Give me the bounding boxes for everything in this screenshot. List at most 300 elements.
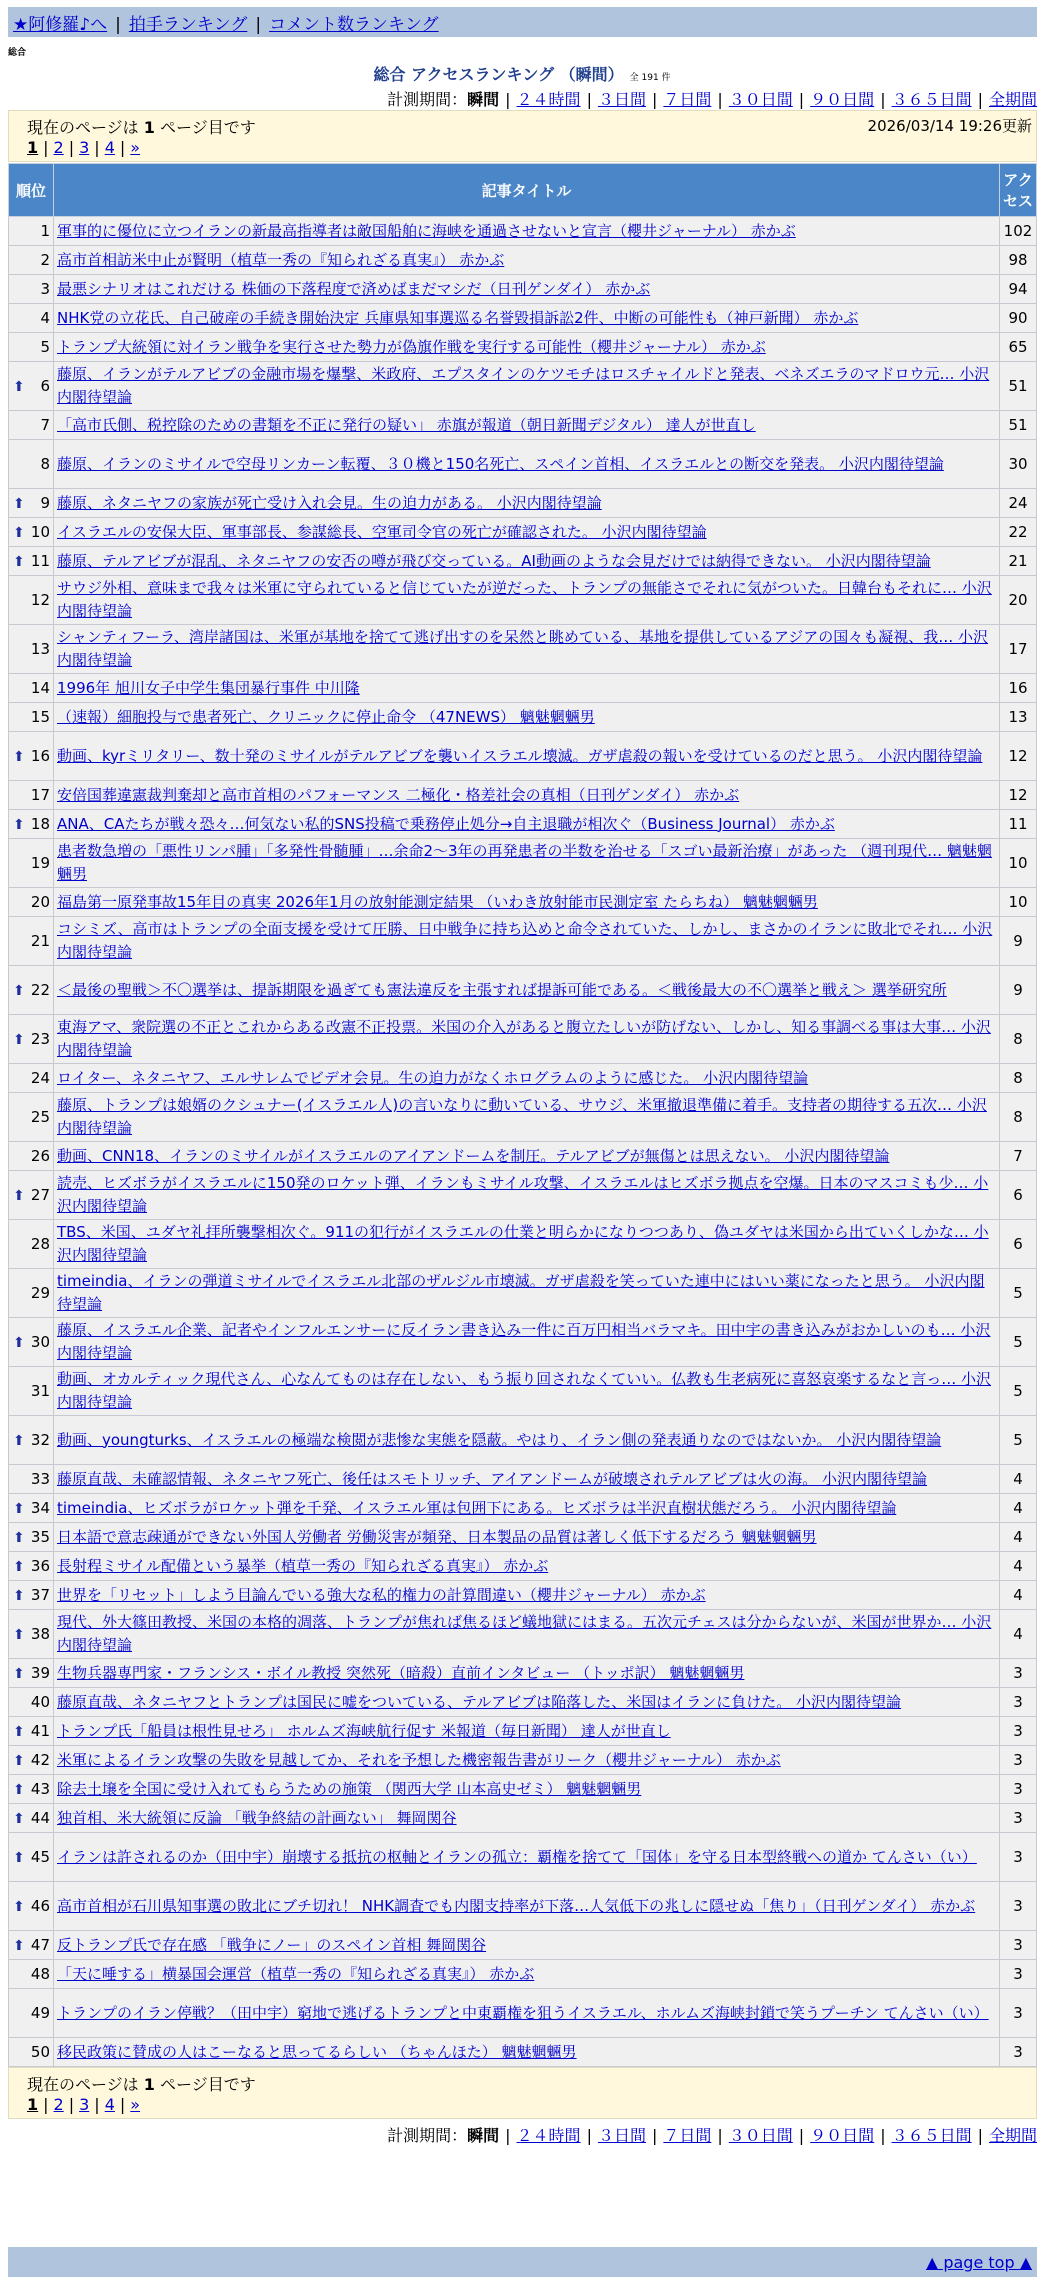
- page-separator: |: [94, 2095, 100, 2114]
- period-separator: |: [651, 2126, 658, 2145]
- page-numbers: [27, 2095, 140, 2114]
- rank-number: 21: [30, 931, 50, 950]
- rank-cell: [9, 304, 54, 333]
- article-link[interactable]: 1996年 旭川女子中学生集団暴行事件 中川隆: [57, 678, 360, 697]
- ranking-body: [9, 217, 1037, 2067]
- article-link[interactable]: 藤原、テルアビブが混乱、ネタニヤフの安否の噂が飛び交っている。AI動画のような会見だけでは納得できない。 小沢内閣待望論: [57, 551, 931, 570]
- article-link[interactable]: 東海アマ、衆院選の不正とこれからある改憲不正投票。米国の介入があると腹立たしいが防げない、しかし、知る事調べる事は大事… 小沢内閣待望論: [57, 1018, 991, 1059]
- rank-number: 48: [30, 1964, 50, 1983]
- rank-number: 4: [40, 308, 50, 327]
- article-link[interactable]: 藤原直哉、未確認情報、ネタニヤフ死亡、後任はスモトリッチ、アイアンドームが破壊されテルアビブは火の海。 小沢内閣待望論: [57, 1469, 927, 1488]
- table-row: [9, 1093, 1037, 1142]
- access-count: 22: [1000, 518, 1037, 547]
- table-row: [9, 1833, 1037, 1882]
- title-cell: [54, 625, 1000, 674]
- page-link-2[interactable]: 2: [53, 2095, 64, 2114]
- article-link[interactable]: 長射程ミサイル配備という暴挙（植草一秀の『知られざる真実』） 赤かぶ: [57, 1556, 549, 1575]
- article-link[interactable]: ＜最後の聖戦＞不〇選挙は、提訴期限を過ぎても憲法違反を主張すれば提訴可能である。＜戦後最大の不〇選挙と戦え＞ 選挙研究所: [57, 980, 947, 999]
- rank-cell: [9, 2038, 54, 2067]
- article-link[interactable]: 高市首相訪米中止が賢明（植草一秀の『知られざる真実』） 赤かぶ: [57, 250, 505, 269]
- table-row: [9, 674, 1037, 703]
- bottom-bar: [8, 2247, 1037, 2277]
- rank-up-arrow-icon: ⬆: [13, 554, 25, 570]
- rank-number: 32: [30, 1430, 50, 1449]
- access-count: 3: [1000, 1746, 1037, 1775]
- pager-top: [8, 110, 1037, 162]
- rank-cell: [9, 246, 54, 275]
- access-count: 98: [1000, 246, 1037, 275]
- rank-cell: [9, 1581, 54, 1610]
- rank-number: 19: [30, 853, 50, 872]
- title-cell: [54, 547, 1000, 576]
- access-count: 51: [1000, 362, 1037, 411]
- table-row: [9, 1804, 1037, 1833]
- period-selector-top: [387, 87, 1037, 110]
- rank-cell: [9, 275, 54, 304]
- page-link-3[interactable]: 3: [79, 138, 90, 157]
- period-link-5[interactable]: ３６５日間: [891, 2126, 972, 2145]
- article-link[interactable]: 読売、ヒズボラがイスラエルに150発のロケット弾、イランもミサイル攻撃、イスラエルはヒズボラ拠点を空爆。日本のマスコミも少… 小沢内閣待望論: [57, 1174, 989, 1215]
- rank-cell: [9, 966, 54, 1015]
- ranking-title: 総合 アクセスランキング （瞬間）: [373, 65, 624, 84]
- rank-up-arrow-icon: ⬆: [13, 1501, 25, 1517]
- rank-cell: [9, 703, 54, 732]
- period-links: [499, 2126, 1037, 2145]
- period-separator: |: [717, 90, 723, 109]
- page-separator: |: [119, 138, 126, 157]
- period-label: 計測期間：: [387, 2126, 468, 2145]
- period-link-0[interactable]: ２４時間: [516, 2126, 581, 2145]
- period-separator: |: [651, 90, 658, 109]
- access-count: 90: [1000, 304, 1037, 333]
- table-row: [9, 732, 1037, 781]
- table-row: [9, 1015, 1037, 1064]
- article-link[interactable]: 最悪シナリオはこれだける 株価の下落程度で済めばまだマシだ（日刊ゲンダイ） 赤かぶ: [57, 279, 651, 298]
- title-cell: [54, 1581, 1000, 1610]
- rank-cell: [9, 917, 54, 966]
- period-label: 計測期間：: [387, 90, 468, 109]
- rank-number: 3: [40, 279, 50, 298]
- rank-up-arrow-icon: ⬆: [13, 1753, 25, 1769]
- table-row: [9, 1552, 1037, 1581]
- rank-up-arrow-icon: ⬆: [13, 1559, 25, 1575]
- rank-cell: [9, 1220, 54, 1269]
- table-row: [9, 576, 1037, 625]
- table-row: [9, 362, 1037, 411]
- table-row: [9, 1688, 1037, 1717]
- title-cell: [54, 576, 1000, 625]
- rank-cell: [9, 674, 54, 703]
- access-count: 8: [1000, 1015, 1037, 1064]
- table-row: [9, 1581, 1037, 1610]
- title-cell: [54, 304, 1000, 333]
- col-header-access: アクセス: [1000, 164, 1037, 217]
- category-label: 総合: [8, 48, 27, 58]
- title-cell: [54, 781, 1000, 810]
- title-cell: [54, 275, 1000, 304]
- rank-cell: [9, 1367, 54, 1416]
- article-link[interactable]: 藤原直哉、ネタニヤフとトランプは国民に嘘をついている、テルアビブは陥落した、米国はイランに負けた。 小沢内閣待望論: [57, 1692, 902, 1711]
- article-link[interactable]: 高市首相が石川県知事選の敗北にブチ切れ！ NHK調査でも内閣支持率が下落…人気低下の兆しに隠せぬ「焦り」（日刊ゲンダイ） 赤かぶ: [57, 1896, 976, 1915]
- period-link-2[interactable]: ７日間: [663, 2126, 712, 2145]
- page-status-pre: 現在のページは: [27, 2075, 144, 2094]
- access-count: 3: [1000, 2038, 1037, 2067]
- article-link[interactable]: TBS、米国、ユダヤ礼拝所襲撃相次ぐ。911の犯行がイスラエルの仕業と明らかになりつつあり、偽ユダヤは米国から出ていくしかな… 小沢内閣待望論: [57, 1223, 989, 1264]
- comment-ranking-link[interactable]: コメント数ランキング: [269, 15, 439, 35]
- page-top-link[interactable]: ▲ page top ▲: [925, 2253, 1032, 2272]
- table-row: [9, 1960, 1037, 1989]
- article-link[interactable]: 動画、kyrミリタリー、数十発のミサイルがテルアビブを襲いイスラエル壊滅。ガザ虐殺の報いを受けているのだと思う。 小沢内閣待望論: [57, 746, 983, 765]
- page-link-2[interactable]: 2: [53, 138, 64, 157]
- title-cell: [54, 217, 1000, 246]
- access-count: 8: [1000, 1064, 1037, 1093]
- period-current: 瞬間: [467, 2126, 500, 2145]
- rank-cell: [9, 576, 54, 625]
- page-link-4[interactable]: 4: [104, 138, 115, 157]
- title-cell: [54, 489, 1000, 518]
- rank-up-arrow-icon: ⬆: [13, 983, 25, 999]
- rank-number: 50: [30, 2042, 50, 2061]
- article-link[interactable]: サウジ外相、意味まで我々は米軍に守られていると信じていたが逆だった、トランプの無能さでそれに気がついた。日韓台もそれに… 小沢内閣待望論: [57, 579, 992, 620]
- article-link[interactable]: トランプのイラン停戦？（田中宇）窮地で逃げるトランプと中東覇権を狙うイスラエル、ホルムズ海峡封鎖で笑うプーチン てんさい（い）: [57, 2003, 989, 2022]
- rank-cell: [9, 1318, 54, 1367]
- rank-cell: [9, 217, 54, 246]
- rank-number: 49: [30, 2003, 50, 2022]
- rank-number: 23: [30, 1029, 50, 1048]
- table-row: [9, 1269, 1037, 1318]
- table-row: [9, 1318, 1037, 1367]
- access-count: 12: [1000, 732, 1037, 781]
- rank-up-arrow-icon: ⬆: [13, 749, 25, 765]
- next-page-link[interactable]: »: [130, 2095, 141, 2114]
- rank-number: 27: [30, 1185, 50, 1204]
- rank-cell: [9, 888, 54, 917]
- rank-cell: [9, 1882, 54, 1931]
- rank-cell: [9, 1142, 54, 1171]
- article-link[interactable]: 生物兵器専門家・フランシス・ボイル教授 突然死（暗殺）直前インタビュー （トッポ訳） 魑魅魍魎男: [57, 1663, 745, 1682]
- period-link-5[interactable]: ３６５日間: [891, 90, 972, 109]
- article-link[interactable]: イスラエルの安保大臣、軍事部長、参謀総長、空軍司令官の死亡が確認された。 小沢内閣待望論: [57, 522, 707, 541]
- article-link[interactable]: 藤原、トランプは娘婿のクシュナー(イスラエル人)の言いなりに動いている、サウジ、米軍撤退準備に着手。支持者の期待する五次… 小沢内閣待望論: [57, 1096, 987, 1137]
- title-cell: [54, 1171, 1000, 1220]
- updated-timestamp: 2026/03/14 19:26更新: [867, 117, 1032, 135]
- title-cell: [54, 888, 1000, 917]
- article-link[interactable]: シャンティフーラ、湾岸諸国は、米軍が基地を捨てて逃げ出すのを呆然と眺めている、基地を提供しているアジアの国々も凝視、我… 小沢内閣待望論: [57, 628, 989, 669]
- article-link[interactable]: 動画、youngturks、イスラエルの極端な検閲が悲惨な実態を隠蔽。やはり、イラン側の発表通りなのではないか。 小沢内閣待望論: [57, 1430, 942, 1449]
- table-row: [9, 1416, 1037, 1465]
- rank-number: 35: [30, 1527, 50, 1546]
- home-link[interactable]: ★阿修羅♪へ: [13, 15, 108, 35]
- rank-number: 14: [30, 678, 50, 697]
- rank-cell: [9, 1523, 54, 1552]
- period-link-6[interactable]: 全期間: [988, 2126, 1037, 2145]
- article-link[interactable]: 除去土壌を全国に受け入れてもらうための施策 （関西大学 山本高史ゼミ） 魑魅魍魎男: [57, 1779, 642, 1798]
- rank-cell: [9, 411, 54, 440]
- period-link-4[interactable]: ９０日間: [810, 90, 875, 109]
- period-current: 瞬間: [467, 90, 500, 109]
- table-row: [9, 1367, 1037, 1416]
- title-cell: [54, 362, 1000, 411]
- article-link[interactable]: （速報）細胞投与で患者死亡、クリニックに停止命令 （47NEWS） 魑魅魍魎男: [57, 707, 595, 726]
- rank-number: 11: [30, 551, 50, 570]
- table-row: [9, 1882, 1037, 1931]
- page-separator: |: [68, 138, 75, 157]
- access-count: 3: [1000, 1960, 1037, 1989]
- rank-cell: [9, 1610, 54, 1659]
- rank-number: 26: [30, 1146, 50, 1165]
- period-separator: |: [880, 90, 886, 109]
- access-count: 5: [1000, 1367, 1037, 1416]
- access-count: 4: [1000, 1465, 1037, 1494]
- page-title: [0, 62, 1044, 85]
- article-link[interactable]: 日本語で意志疎通ができない外国人労働者 労働災害が頻発、日本製品の品質は著しく低下するだろう 魑魅魍魎男: [57, 1527, 817, 1546]
- access-count: 3: [1000, 1989, 1037, 2038]
- article-link[interactable]: 反トランプ氏で存在感 「戦争にノー」のスペイン首相 舞岡関谷: [57, 1935, 487, 1954]
- article-link[interactable]: timeindia、イランの弾道ミサイルでイスラエル北部のザルジル市壊滅。ガザ虐殺を笑っていた連中にはいい薬になったと思う。 小沢内閣待望論: [57, 1272, 985, 1313]
- table-row: [9, 518, 1037, 547]
- page-status-post: ページ目です: [154, 2075, 256, 2094]
- article-link[interactable]: ANA、CAたちが戦々恐々…何気ない私的SNS投稿で乗務停止処分→自主退職が相次ぐ（Business Journal） 赤かぶ: [57, 814, 835, 833]
- title-cell: [54, 1220, 1000, 1269]
- access-count: 5: [1000, 1416, 1037, 1465]
- access-count: 10: [1000, 839, 1037, 888]
- rank-cell: [9, 1064, 54, 1093]
- rank-number: 29: [30, 1283, 50, 1302]
- table-row: [9, 625, 1037, 674]
- access-count: 3: [1000, 1804, 1037, 1833]
- table-row: [9, 1171, 1037, 1220]
- period-link-6[interactable]: 全期間: [988, 90, 1037, 109]
- rank-cell: [9, 1015, 54, 1064]
- rank-cell: [9, 440, 54, 489]
- page-link-1[interactable]: 1: [27, 138, 39, 157]
- table-row: [9, 304, 1037, 333]
- access-count: 12: [1000, 781, 1037, 810]
- article-link[interactable]: 安倍国葬違憲裁判棄却と高市首相のパフォーマンス 二極化・格差社会の真相（日刊ゲンダイ） 赤かぶ: [57, 785, 740, 804]
- access-count: 4: [1000, 1610, 1037, 1659]
- ranking-table: [8, 163, 1037, 2067]
- rank-number: 36: [30, 1556, 50, 1575]
- page-separator: |: [43, 2095, 49, 2114]
- article-link[interactable]: 「天に唾する」横暴国会運営（植草一秀の『知られざる真実』） 赤かぶ: [57, 1964, 535, 1983]
- title-cell: [54, 1064, 1000, 1093]
- rank-number: 22: [30, 980, 50, 999]
- table-row: [9, 781, 1037, 810]
- rank-cell: [9, 1552, 54, 1581]
- rank-up-arrow-icon: ⬆: [13, 1782, 25, 1798]
- table-row: [9, 1523, 1037, 1552]
- rank-number: 20: [30, 892, 50, 911]
- article-link[interactable]: トランプ氏「船員は根性見せろ」 ホルムズ海峡航行促す 米報道（毎日新聞） 達人が世直し: [57, 1721, 671, 1740]
- nav-separator: |: [255, 15, 262, 35]
- access-count: 94: [1000, 275, 1037, 304]
- access-count: 51: [1000, 411, 1037, 440]
- rank-cell: [9, 1494, 54, 1523]
- access-count: 3: [1000, 1775, 1037, 1804]
- rank-number: 7: [40, 415, 50, 434]
- article-link[interactable]: 藤原、イスラエル企業、記者やインフルエンサーに反イラン書き込み一件に百万円相当バラマキ。田中宇の書き込みがおかしいのも… 小沢内閣待望論: [57, 1321, 991, 1362]
- rank-up-arrow-icon: ⬆: [13, 817, 25, 833]
- rank-number: 33: [30, 1469, 50, 1488]
- title-cell: [54, 1552, 1000, 1581]
- access-count: 17: [1000, 625, 1037, 674]
- rank-number: 10: [30, 522, 50, 541]
- period-selector-bottom: [387, 2123, 1037, 2146]
- access-count: 3: [1000, 1882, 1037, 1931]
- rank-up-arrow-icon: ⬆: [13, 1433, 25, 1449]
- title-cell: [54, 1494, 1000, 1523]
- title-cell: [54, 1659, 1000, 1688]
- title-cell: [54, 1717, 1000, 1746]
- article-link[interactable]: 藤原、イランのミサイルで空母リンカーン転覆、３０機と150名死亡、スペイン首相、イスラエルとの断交を発表。 小沢内閣待望論: [57, 454, 944, 473]
- access-count: 3: [1000, 1717, 1037, 1746]
- title-cell: [54, 2038, 1000, 2067]
- access-count: 13: [1000, 703, 1037, 732]
- article-link[interactable]: 移民政策に賛成の人はこーなると思ってるらしい （ちゃんほた） 魑魅魍魎男: [57, 2042, 577, 2061]
- article-link[interactable]: 「高市氏側、税控除のための書類を不正に発行の疑い」 赤旗が報道（朝日新聞デジタル） 達人が世直し: [57, 415, 756, 434]
- article-link[interactable]: 動画、CNN18、イランのミサイルがイスラエルのアイアンドームを制圧。テルアビブが無傷とは思えない。 小沢内閣待望論: [57, 1146, 890, 1165]
- rank-number: 44: [30, 1808, 50, 1827]
- rank-cell: [9, 1804, 54, 1833]
- rank-up-arrow-icon: ⬆: [13, 1627, 25, 1643]
- period-link-0[interactable]: ２４時間: [516, 90, 581, 109]
- title-cell: [54, 1269, 1000, 1318]
- rank-up-arrow-icon: ⬆: [13, 496, 25, 512]
- rank-up-arrow-icon: ⬆: [13, 1899, 25, 1915]
- article-link[interactable]: 米軍によるイラン攻撃の失敗を見越してか、それを予想した機密報告書がリーク（櫻井ジャーナル） 赤かぶ: [57, 1750, 781, 1769]
- rank-cell: [9, 1833, 54, 1882]
- next-page-link[interactable]: »: [130, 138, 141, 157]
- period-link-4[interactable]: ９０日間: [810, 2126, 875, 2145]
- rank-cell: [9, 625, 54, 674]
- page-status: [27, 115, 256, 138]
- rank-number: 8: [40, 454, 50, 473]
- access-count: 11: [1000, 810, 1037, 839]
- table-row: [9, 1064, 1037, 1093]
- rank-number: 34: [30, 1498, 50, 1517]
- page-link-1[interactable]: 1: [27, 2095, 39, 2114]
- page-link-4[interactable]: 4: [104, 2095, 115, 2114]
- rank-cell: [9, 839, 54, 888]
- title-cell: [54, 1015, 1000, 1064]
- rank-number: 18: [30, 814, 50, 833]
- rank-cell: [9, 489, 54, 518]
- rank-number: 30: [30, 1332, 50, 1351]
- rank-cell: [9, 1989, 54, 2038]
- rank-up-arrow-icon: ⬆: [13, 1724, 25, 1740]
- rank-up-arrow-icon: ⬆: [13, 1530, 25, 1546]
- page-status: [27, 2072, 256, 2095]
- rank-number: 42: [30, 1750, 50, 1769]
- title-cell: [54, 1833, 1000, 1882]
- article-link[interactable]: 藤原、ネタニヤフの家族が死亡受け入れ会見。生の迫力がある。 小沢内閣待望論: [57, 493, 602, 512]
- title-cell: [54, 1804, 1000, 1833]
- page-link-3[interactable]: 3: [79, 2095, 90, 2114]
- access-count: 8: [1000, 1093, 1037, 1142]
- title-cell: [54, 1688, 1000, 1717]
- article-link[interactable]: 患者数急増の「悪性リンパ腫」「多発性骨髄腫」…余命2〜3年の再発患者の半数を治せる「スゴい最新治療」があった （週刊現代… 魑魅魍魎男: [57, 842, 992, 883]
- article-link[interactable]: timeindia、ヒズボラがロケット弾を千発、イスラエル軍は包囲下にある。ヒズボラは半沢直樹状態だろう。 小沢内閣待望論: [57, 1498, 897, 1517]
- article-link[interactable]: トランプ大統領に対イラン戦争を実行させた勢力が偽旗作戦を実行する可能性（櫻井ジャーナル） 赤かぶ: [57, 337, 766, 356]
- title-cell: [54, 1931, 1000, 1960]
- table-row: [9, 1142, 1037, 1171]
- article-link[interactable]: ロイター、ネタニヤフ、エルサレムでビデオ会見。生の迫力がなくホログラムのように感じた。 小沢内閣待望論: [57, 1068, 809, 1087]
- period-link-1[interactable]: ３日間: [597, 2126, 646, 2145]
- rank-cell: [9, 1746, 54, 1775]
- period-link-3[interactable]: ３０日間: [728, 2126, 793, 2145]
- rank-cell: [9, 781, 54, 810]
- rank-number: 38: [30, 1624, 50, 1643]
- access-count: 3: [1000, 1833, 1037, 1882]
- rank-cell: [9, 1960, 54, 1989]
- access-count: 3: [1000, 1659, 1037, 1688]
- article-link[interactable]: イランは許されるのか（田中宇）崩壊する抵抗の枢軸とイランの孤立：覇権を捨てて「国体」を守る日本型終戦への道か てんさい（い）: [57, 1847, 977, 1866]
- title-cell: [54, 1775, 1000, 1804]
- rank-number: 12: [30, 590, 50, 609]
- article-link[interactable]: 独首相、米大統領に反論 「戦争終結の計画ない」 舞岡関谷: [57, 1808, 457, 1827]
- rank-cell: [9, 333, 54, 362]
- article-link[interactable]: 藤原、イランがテルアビブの金融市場を爆撃、米政府、エプスタインのケツモチはロスチャイルドと発表、ベネズエラのマドロウ元… 小沢内閣待望論: [57, 365, 990, 406]
- rank-cell: [9, 1269, 54, 1318]
- period-link-2[interactable]: ７日間: [663, 90, 712, 109]
- period-link-1[interactable]: ３日間: [597, 90, 646, 109]
- table-row: [9, 703, 1037, 732]
- page-numbers: [27, 138, 140, 157]
- rank-up-arrow-icon: ⬆: [13, 1335, 25, 1351]
- article-link[interactable]: 軍事的に優位に立つイランの新最高指導者は敵国船舶に海峡を通過させないと宣言（櫻井ジャーナル） 赤かぶ: [57, 221, 796, 240]
- article-link[interactable]: 福島第一原発事故15年目の真実 2026年1月の放射能測定結果 （いわき放射能市民測定室 たらちね） 魑魅魍魎男: [57, 892, 818, 911]
- access-count: 20: [1000, 576, 1037, 625]
- period-separator: |: [717, 2126, 723, 2145]
- rank-number: 43: [30, 1779, 50, 1798]
- rank-number: 28: [30, 1234, 50, 1253]
- article-link[interactable]: 動画、オカルティック現代さん、心なんてものは存在しない、もう振り回されなくていい。仏教も生老病死に喜怒哀楽するなと言っ… 小沢内閣待望論: [57, 1370, 992, 1411]
- table-row: [9, 2038, 1037, 2067]
- article-link[interactable]: NHK党の立花氏、自己破産の手続き開始決定 兵庫県知事選巡る名誉毀損訴訟2件、中断の可能性も（神戸新聞） 赤かぶ: [57, 308, 859, 327]
- access-count: 16: [1000, 674, 1037, 703]
- rank-number: 15: [30, 707, 50, 726]
- period-link-3[interactable]: ３０日間: [728, 90, 793, 109]
- access-count: 21: [1000, 547, 1037, 576]
- rank-cell: [9, 362, 54, 411]
- title-cell: [54, 1416, 1000, 1465]
- col-header-rank: 順位: [9, 164, 54, 217]
- page-separator: |: [94, 138, 100, 157]
- rank-number: 47: [30, 1935, 50, 1954]
- period-separator: |: [880, 2126, 886, 2145]
- table-row: [9, 1775, 1037, 1804]
- table-row: [9, 1494, 1037, 1523]
- title-cell: [54, 703, 1000, 732]
- title-cell: [54, 1523, 1000, 1552]
- article-link[interactable]: コシミズ、高市はトランプの全面支援を受けて圧勝、日中戦争に持ち込めと命令されていた、しかし、まさかのイランに敗北でそれ… 小沢内閣待望論: [57, 920, 993, 961]
- title-cell: [54, 966, 1000, 1015]
- nav-separator: |: [115, 15, 121, 35]
- rank-cell: [9, 1659, 54, 1688]
- access-count: 30: [1000, 440, 1037, 489]
- rank-up-arrow-icon: ⬆: [13, 1032, 25, 1048]
- rank-number: 9: [40, 493, 50, 512]
- title-cell: [54, 1610, 1000, 1659]
- article-link[interactable]: 世界を「リセット」しよう目論んでいる強大な私的権力の計算間違い（櫻井ジャーナル） 赤かぶ: [57, 1585, 706, 1604]
- rank-number: 6: [40, 376, 50, 395]
- clap-ranking-link[interactable]: 拍手ランキング: [128, 15, 248, 35]
- rank-cell: [9, 732, 54, 781]
- table-row: [9, 246, 1037, 275]
- access-count: 9: [1000, 917, 1037, 966]
- table-row: [9, 810, 1037, 839]
- article-link[interactable]: 現代、外大篠田教授、米国の本格的凋落、トランプが焦れば焦るほど蟻地獄にはまる。五次元チェスは分からないが、米国が世界か… 小沢内閣待望論: [57, 1613, 992, 1654]
